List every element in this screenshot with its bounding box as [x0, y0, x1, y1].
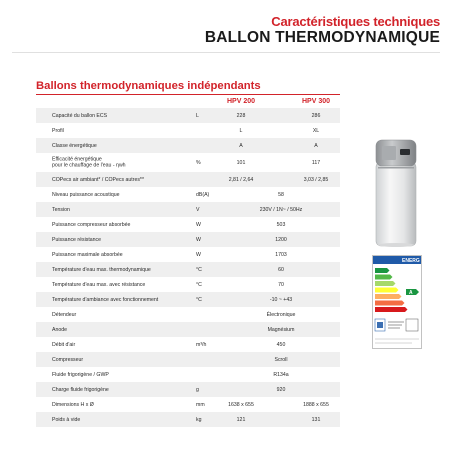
row-label: Puissance maximale absorbée: [52, 251, 123, 258]
row-unit: dB(A): [196, 191, 210, 198]
row-value-hpv300: XL: [312, 127, 320, 134]
row-unit: °C: [196, 296, 202, 303]
table-row: [36, 108, 340, 123]
row-value-hpv200: 2,81 / 2,64: [228, 176, 254, 183]
row-unit: V: [196, 206, 200, 213]
table-row: [36, 277, 340, 292]
row-unit: W: [196, 251, 201, 258]
row-value-shared: 70: [278, 281, 284, 288]
row-label: Charge fluide frigorigène: [52, 386, 109, 393]
row-unit: m³/h: [196, 341, 207, 348]
row-value-shared: Magnésium: [267, 326, 295, 333]
energy-class-bar: [375, 307, 408, 312]
column-header-hpv200: HPV 200: [226, 98, 256, 105]
header-subtitle: Caractéristiques techniques: [271, 14, 440, 29]
energy-class-bar: [375, 288, 399, 293]
table-row: [36, 322, 340, 337]
column-header-hpv300: HPV 300: [301, 98, 331, 105]
row-value-hpv200: 101: [236, 159, 246, 166]
row-label: Puissance résistance: [52, 236, 102, 243]
row-value-hpv300: 3,03 / 2,85: [303, 176, 329, 183]
energy-class-bar: [375, 275, 393, 280]
row-unit: kg: [196, 416, 202, 423]
table-row: [36, 337, 340, 352]
row-value-hpv200: 1638 x 655: [228, 401, 254, 408]
row-value-hpv300: 1888 x 655: [303, 401, 329, 408]
row-label: Tension: [52, 206, 70, 213]
row-label-line: Efficacité énergétique: [52, 156, 102, 162]
row-label: COPecs air ambiant* / COPecs autres**: [52, 176, 144, 183]
table-row: [36, 172, 340, 187]
row-label: Débit d'air: [52, 341, 76, 348]
row-label: Fluide frigorigène / GWP: [52, 371, 109, 378]
energy-class-bar: [375, 301, 405, 306]
row-value-shared: 503: [276, 221, 286, 228]
section-title: Ballons thermodynamiques indépendants: [36, 80, 261, 92]
row-unit: W: [196, 236, 201, 243]
table-row: [36, 153, 340, 172]
row-value-shared: Électronique: [266, 311, 296, 318]
row-unit: L: [196, 112, 199, 119]
table-row: [36, 232, 340, 247]
table-row: [36, 138, 340, 153]
row-label: Poids à vide: [52, 416, 81, 423]
row-value-shared: Scroll: [274, 356, 288, 363]
row-value-shared: R134a: [273, 371, 289, 378]
energy-label-brand: ENERG: [402, 258, 420, 264]
row-label: Capacité du ballon ECS: [52, 112, 108, 119]
row-unit: °C: [196, 266, 202, 273]
row-label: Classe énergétique: [52, 142, 97, 149]
row-label: Compresseur: [52, 356, 84, 363]
row-unit: %: [196, 159, 201, 166]
table-row: [36, 307, 340, 322]
energy-class-bar: [375, 294, 402, 299]
row-label: Profil: [52, 127, 64, 134]
row-value-hpv200: 228: [236, 112, 246, 119]
row-value-hpv300: 286: [311, 112, 321, 119]
table-row: [36, 382, 340, 397]
table-row: [36, 202, 340, 217]
row-value-shared: 920: [276, 386, 286, 393]
row-unit: °C: [196, 281, 202, 288]
table-row: [36, 247, 340, 262]
table-row: [36, 217, 340, 232]
row-value-shared: -10 ~ +43: [269, 296, 293, 303]
row-value-shared: 450: [276, 341, 286, 348]
energy-label-image: [372, 255, 422, 349]
energy-class-bar: [375, 268, 390, 273]
table-row: [36, 367, 340, 382]
row-value-shared: 1200: [275, 236, 287, 243]
water-heater-image: [370, 136, 422, 248]
row-value-hpv200: L: [239, 127, 243, 134]
row-value-hpv200: 121: [236, 416, 246, 423]
row-unit: mm: [196, 401, 205, 408]
energy-label-class: A: [409, 290, 413, 296]
row-value-hpv300: 117: [311, 159, 321, 166]
row-value-shared: 58: [278, 191, 284, 198]
row-label-line: pour le chauffage de l'eau - ηwh: [52, 162, 126, 169]
row-label: Température d'ambiance avec fonctionnement: [52, 296, 159, 303]
row-unit: W: [196, 221, 201, 228]
header-title: BALLON THERMODYNAMIQUE: [204, 29, 440, 46]
row-label: Puissance compresseur absorbée: [52, 221, 131, 228]
row-label: Anode: [52, 326, 68, 333]
header-divider: [12, 52, 440, 53]
row-label: Détendeur: [52, 311, 77, 318]
row-label: Température d'eau max. thermodynamique: [52, 266, 151, 273]
table-row: [36, 412, 340, 427]
table-row: [36, 123, 340, 138]
row-label: Température d'eau max. avec résistance: [52, 281, 146, 288]
spec-table: [36, 108, 340, 427]
row-value-hpv300: A: [314, 142, 318, 149]
row-label: Niveau puissance acoustique: [52, 191, 120, 198]
table-row: [36, 187, 340, 202]
row-value-hpv300: 131: [311, 416, 321, 423]
row-unit: g: [196, 386, 199, 393]
section-underline: [36, 94, 340, 95]
row-value-shared: 60: [278, 266, 284, 273]
table-row: [36, 262, 340, 277]
energy-class-bar: [375, 281, 396, 286]
row-value-shared: 230V / 1N~ / 50Hz: [259, 206, 303, 213]
row-value-hpv200: A: [239, 142, 243, 149]
row-value-shared: 1703: [275, 251, 287, 258]
row-label: [52, 156, 126, 169]
row-label: Dimensions H x Ø: [52, 401, 94, 408]
table-row: [36, 292, 340, 307]
table-row: [36, 397, 340, 412]
table-row: [36, 352, 340, 367]
